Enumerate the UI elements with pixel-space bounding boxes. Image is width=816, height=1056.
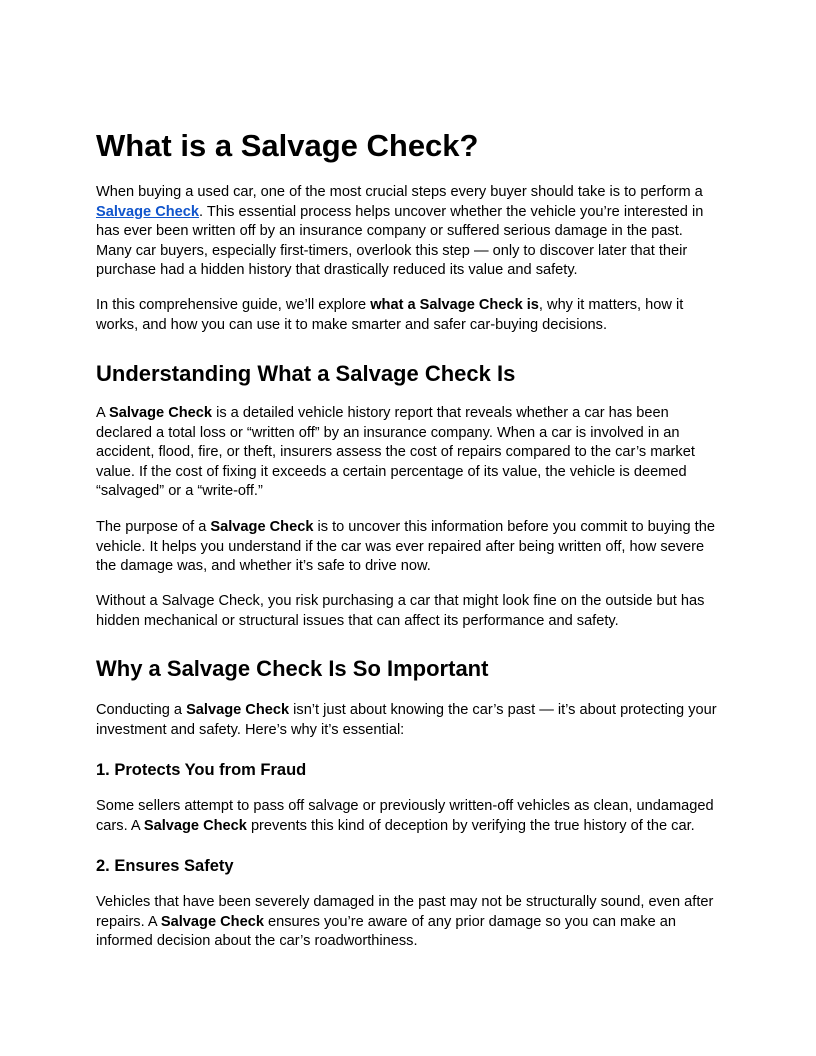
paragraph-text: is to uncover this information before you commit to buying the [313, 519, 715, 535]
intro-line: has ever been written off by an insurance company or suffered serious damage in the past. [96, 223, 683, 240]
paragraph-line: Some sellers attempt to pass off salvage or previously written-off vehicles as clean, undamaged [96, 798, 714, 814]
safety-paragraph [96, 893, 722, 952]
bold-term: Salvage Check [160, 913, 264, 930]
paragraph-text: A [96, 405, 109, 421]
paragraph-line [96, 913, 722, 933]
paragraph-line: Vehicles that have been severely damaged in the past may not be structurally sound, even after [96, 894, 714, 910]
fraud-paragraph [96, 797, 722, 836]
intro-line: When buying a used car, one of the most crucial steps every buyer should take is to perform a [96, 184, 703, 200]
paragraph-text: ensures you’re aware of any prior damage so you can make an [263, 913, 677, 930]
paragraph-text: is a detailed vehicle history report that reveals whether a car has been [212, 405, 669, 421]
paragraph-text: prevents this kind of deception by verifying the true history of the car. [246, 817, 695, 834]
paragraph-line [96, 518, 722, 538]
paragraph-line: investment and safety. Here’s why it’s essential: [96, 721, 405, 738]
bold-term: Salvage Check [210, 519, 314, 535]
guide-text: In this comprehensive guide, we’ll explore [96, 297, 371, 313]
paragraph-line: hidden mechanical or structural issues that can affect its performance and safety. [96, 612, 619, 629]
paragraph-text: isn’t just about knowing the car’s past — it’s about protecting your [289, 702, 717, 718]
salvage-check-link[interactable]: Salvage Check [96, 203, 200, 220]
paragraph-line: declared a total loss or “written off” by an insurance company. When a car is involved in an [96, 424, 680, 441]
guide-text: , why it matters, how it [538, 297, 684, 313]
paragraph-text: Conducting a [96, 702, 187, 718]
understanding-paragraph-3 [96, 592, 722, 631]
paragraph-line: vehicle. It helps you understand if the car was ever repaired after being written off, how severe [96, 538, 705, 555]
understanding-paragraph-2 [96, 518, 722, 577]
paragraph-text: The purpose of a [96, 519, 211, 535]
paragraph-line [96, 404, 722, 424]
paragraph-line [96, 701, 722, 721]
section-heading-understanding: Understanding What a Salvage Check Is [96, 361, 516, 386]
intro-line-text: . This essential process helps uncover whether the vehicle you’re interested in [199, 203, 704, 220]
subheading-fraud: 1. Protects You from Fraud [96, 761, 307, 779]
guide-bold-text: what a Salvage Check is [370, 297, 539, 313]
section-heading-importance: Why a Salvage Check Is So Important [96, 656, 489, 681]
paragraph-line: informed decision about the car’s roadworthiness. [96, 933, 418, 950]
paragraph-line: value. If the cost of fixing it exceeds a certain percentage of its value, the vehicle is deemed [96, 463, 687, 480]
paragraph-line: “salvaged” or a “write-off.” [96, 483, 263, 500]
paragraph-line: the damage was, and whether it’s safe to drive now. [96, 558, 431, 575]
bold-term: Salvage Check [143, 817, 247, 834]
bold-term: Salvage Check [186, 702, 290, 718]
guide-paragraph [96, 296, 722, 335]
paragraph-text: repairs. A [96, 913, 161, 930]
paragraph-line: Without a Salvage Check, you risk purchasing a car that might look fine on the outside but has [96, 593, 705, 609]
understanding-paragraph-1 [96, 404, 722, 502]
page-title: What is a Salvage Check? [96, 128, 479, 163]
intro-line: Many car buyers, especially first-timers, overlook this step — only to discover later that their [96, 242, 688, 259]
importance-paragraph [96, 701, 722, 740]
paragraph-text: cars. A [96, 817, 144, 834]
guide-line: works, and how you can use it to make smarter and safer car-buying decisions. [96, 316, 608, 333]
intro-line: purchase had a hidden history that drastically reduced its value and safety. [96, 262, 578, 279]
paragraph-line [96, 817, 722, 837]
intro-paragraph [96, 183, 722, 281]
intro-line [96, 203, 722, 223]
guide-line [96, 296, 722, 316]
subheading-safety: 2. Ensures Safety [96, 857, 234, 875]
paragraph-line: accident, flood, fire, or theft, insurers assess the cost of repairs compared to the car’s market [96, 444, 695, 461]
bold-term: Salvage Check [108, 405, 213, 421]
